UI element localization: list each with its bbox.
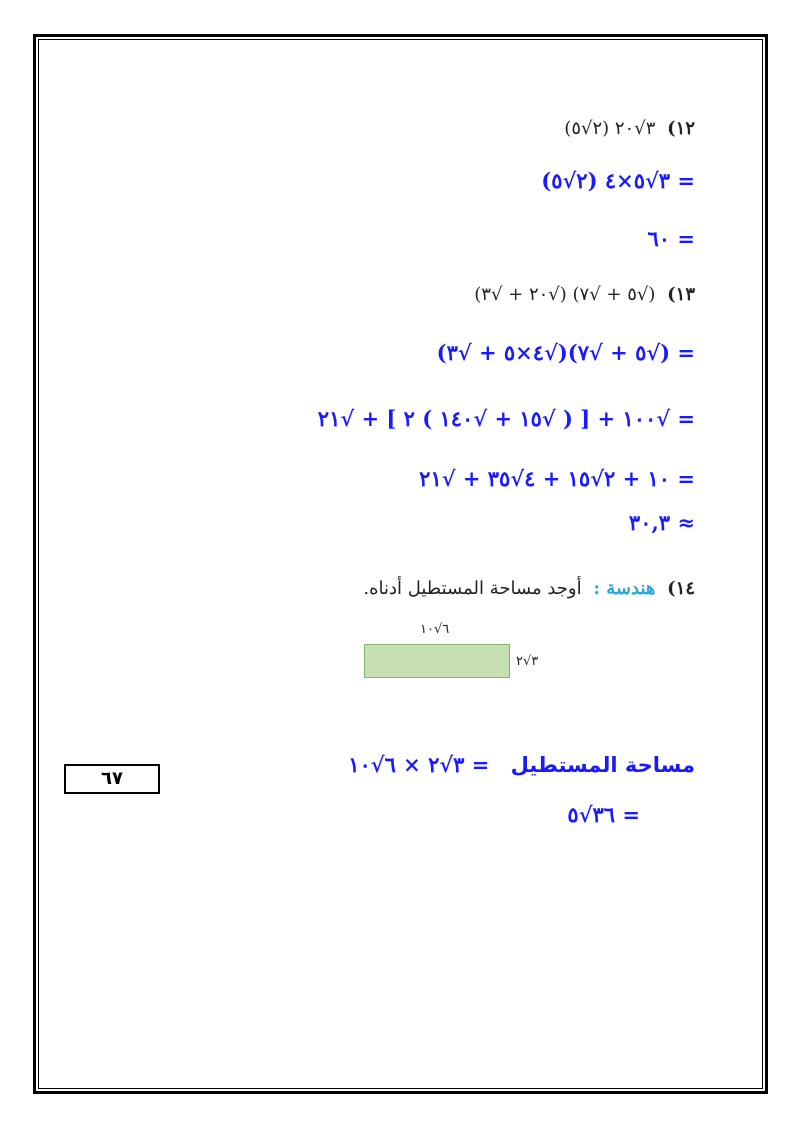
problem-13-step-4: ≈ ٣٠,٣ [628, 510, 695, 535]
area-step-1 [348, 752, 695, 777]
problem-12-number: ١٢) [667, 118, 695, 139]
problem-13-step-2: = √١٠٠ + [ ( √١٥ + √١٤٠ ) ٢ ] + √٢١ [317, 406, 695, 431]
rectangle-figure [364, 644, 510, 678]
problem-14-statement [363, 578, 695, 599]
problem-13-expression: (√٥ + √٧) (√٢٠ + √٣) [474, 284, 656, 305]
rectangle-width-label: ٣√٢ [516, 654, 539, 669]
problem-12-statement [564, 118, 695, 139]
area-step-2: = ٣٦√٥ [567, 802, 640, 827]
page-number: ٦٧ [64, 764, 160, 794]
problem-14-instruction: أوجد مساحة المستطيل أدناه. [363, 578, 582, 599]
area-label: مساحة المستطيل [510, 753, 695, 777]
problem-13-number: ١٣) [667, 284, 695, 305]
problem-12-step-2: = ٦٠ [647, 226, 695, 251]
page-frame-inner [38, 39, 763, 1089]
rectangle-length-label: ٦√١٠ [420, 622, 450, 637]
problem-12-expression: ٣√٢٠ (٢√٥) [564, 118, 656, 139]
area-expression-1: = ٣√٢ × ٦√١٠ [348, 752, 490, 777]
problem-13-statement [474, 284, 695, 305]
problem-12-step-1: = ٣√٥×٤ (٢√٥) [541, 168, 695, 193]
problem-13-step-1: = (√٥ + √٧)(√٤×٥ + √٣) [436, 340, 695, 365]
problem-14-geometry-label: هندسة : [593, 578, 656, 599]
problem-13-step-3: = ١٠ + ٢√١٥ + ٤√٣٥ + √٢١ [419, 466, 695, 491]
problem-14-number: ١٤) [667, 578, 695, 599]
